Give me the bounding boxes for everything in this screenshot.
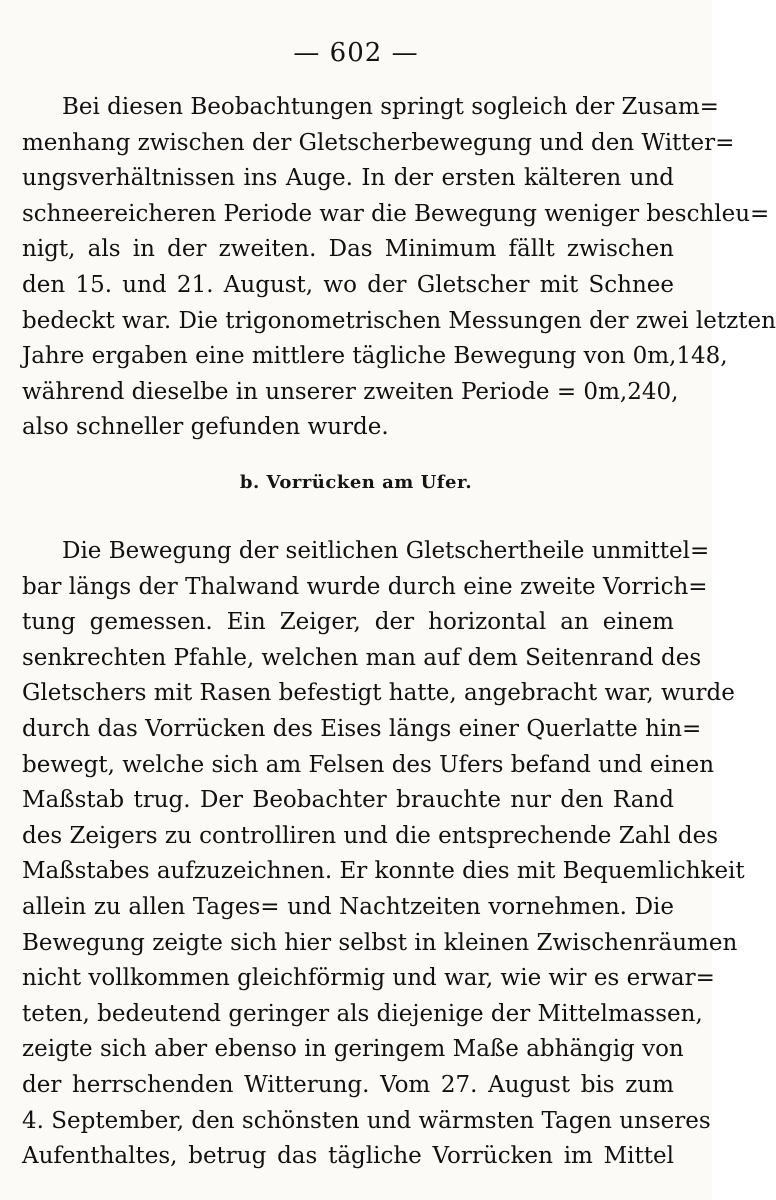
text-line: Die Bewegung der seitlichen Gletschertheile unmittel=	[62, 538, 710, 564]
text-line: nigt, als in der zweiten. Das Minimum fällt zwischen	[22, 236, 674, 263]
text-line: tung gemessen. Ein Zeiger, der horizontal an einem	[22, 609, 674, 636]
text-line: 4. September, den schönsten und wärmsten Tagen unseres	[22, 1107, 711, 1134]
text-line: ungsverhältnissen ins Auge. In der ersten kälteren und	[22, 165, 674, 192]
text-line: bedeckt war. Die trigonometrischen Messungen der zwei letzten	[22, 307, 776, 334]
text-line: menhang zwischen der Gletscherbewegung und den Witter=	[22, 129, 735, 156]
text-line: zeigte sich aber ebenso in geringem Maße abhängig von	[22, 1036, 684, 1063]
text-line: teten, bedeutend geringer als diejenige der Mittelmassen,	[22, 1000, 703, 1027]
text-line: Gletschers mit Rasen befestigt hatte, angebracht war, wurde	[22, 680, 735, 707]
text-line: bewegt, welche sich am Felsen des Ufers befand und einen	[22, 751, 715, 778]
text-line: Aufenthaltes, betrug das tägliche Vorrücken im Mittel	[22, 1143, 674, 1170]
text-line: also schneller gefunden wurde.	[22, 414, 389, 441]
text-line: durch das Vorrücken des Eises längs einer Querlatte hin=	[22, 715, 702, 742]
text-line: schneereicheren Periode war die Bewegung weniger beschleu=	[22, 200, 770, 227]
text-line: Bei diesen Beobachtungen springt sogleich der Zusam=	[62, 94, 719, 120]
page-number: — 602 —	[293, 38, 419, 68]
text-line: während dieselbe in unserer zweiten Periode = 0m,240,	[22, 378, 679, 405]
paragraph-1	[22, 92, 776, 448]
text-line: Bewegung zeigte sich hier selbst in kleinen Zwischenräumen	[22, 929, 738, 956]
text-line: allein zu allen Tages= und Nachtzeiten vornehmen. Die	[22, 893, 674, 920]
paragraph-2	[22, 536, 745, 1177]
text-line: Maßstab trug. Der Beobachter brauchte nur den Rand	[22, 787, 674, 814]
text-line: den 15. und 21. August, wo der Gletscher mit Schnee	[22, 271, 674, 298]
text-line: nicht vollkommen gleichförmig und war, wie wir es erwar=	[22, 965, 715, 992]
text-line: des Zeigers zu controlliren und die entsprechende Zahl des	[22, 822, 719, 849]
text-line: bar längs der Thalwand wurde durch eine zweite Vorrich=	[22, 573, 708, 600]
text-line: Jahre ergaben eine mittlere tägliche Bewegung von 0m,148,	[22, 343, 728, 370]
text-line: der herrschenden Witterung. Vom 27. August bis zum	[22, 1071, 674, 1098]
text-line: senkrechten Pfahle, welchen man auf dem Seitenrand des	[22, 644, 702, 671]
text-line: Maßstabes aufzuzeichnen. Er konnte dies mit Bequemlichkeit	[22, 858, 745, 885]
section-heading: b. Vorrücken am Ufer.	[239, 472, 473, 493]
